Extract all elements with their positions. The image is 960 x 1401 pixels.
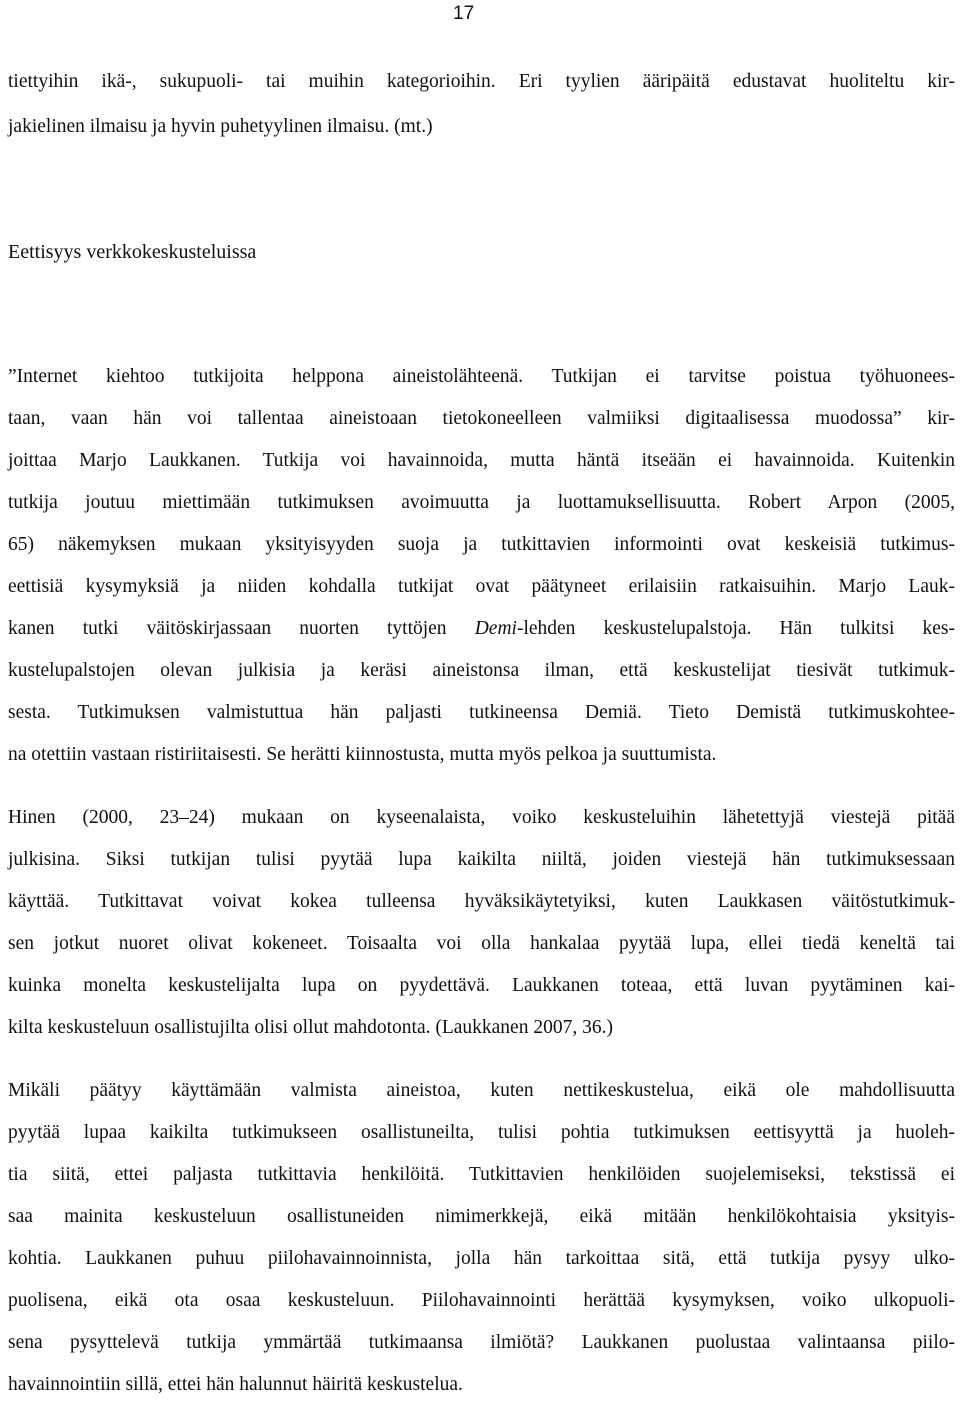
section-heading: Eettisyys verkkokeskusteluissa (8, 241, 257, 263)
text-line: na otettiin vastaan ristiriitaisesti. Se herätti kiinnostusta, mutta myös pelkoa ja suuttumista. (8, 744, 717, 765)
text-line: käyttää. Tutkittavat voivat kokea tulleensa hyväksikäytetyiksi, kuten Laukkasen väitöstutkimuk- (8, 891, 955, 912)
text-line: kohtia. Laukkanen puhuu piilohavainnoinnista, jolla hän tarkoittaa sitä, että tutkija pysyy ulko- (8, 1248, 955, 1269)
text-line: kustelupalstojen olevan julkisia ja keräsi aineistonsa ilman, että keskustelijat tiesivät tutkimuk- (8, 660, 955, 681)
text-line (8, 617, 955, 641)
text-line: ”Internet kiehtoo tutkijoita helppona aineistolähteenä. Tutkijan ei tarvitse poistua työhuonees- (8, 366, 955, 387)
text-line: sen jotkut nuoret olivat kokeneet. Toisaalta voi olla hankalaa pyytää lupa, ellei tiedä keneltä tai (8, 933, 955, 954)
text-line: tutkija joutuu miettimään tutkimuksen avoimuutta ja luottamuksellisuutta. Robert Arpon (2005, (8, 492, 955, 513)
text-line: pyytää lupaa kaikilta tutkimukseen osallistuneilta, tulisi pohtia tutkimuksen eettisyyttä ja huoleh- (8, 1122, 955, 1143)
text-line: tia siitä, ettei paljasta tutkittavia henkilöitä. Tutkittavien henkilöiden suojelemiseksi, tekstissä ei (8, 1164, 955, 1185)
text-line: Mikäli päätyy käyttämään valmista aineistoa, kuten nettikeskustelua, eikä ole mahdollisuutta (8, 1080, 955, 1101)
text-line: saa mainita keskusteluun osallistuneiden nimimerkkejä, eikä mitään henkilökohtaisia yksityis- (8, 1206, 955, 1227)
text-line: havainnointiin sillä, ettei hän halunnut häiritä keskustelua. (8, 1374, 463, 1395)
text-line: taan, vaan hän voi tallentaa aineistoaan tietokoneelleen valmiiksi digitaalisessa muodossa” kir- (8, 408, 955, 429)
text-fragment: -lehden keskustelupalstoja. Hän tulkitsi kes- (516, 618, 955, 639)
text-line: joittaa Marjo Laukkanen. Tutkija voi havainnoida, mutta häntä itseään ei havainnoida. Kuitenkin (8, 450, 955, 471)
text-line: puolisena, eikä ota osaa keskusteluun. Piilohavainnointi herättää kysymyksen, voiko ulkopuoli- (8, 1290, 955, 1311)
text-line: Hinen (2000, 23–24) mukaan on kyseenalaista, voiko keskusteluihin lähetettyjä viestejä pitää (8, 807, 955, 828)
text-fragment: kanen tutki väitöskirjassaan nuorten tyttöjen (8, 618, 475, 639)
text-line: jakielinen ilmaisu ja hyvin puhetyylinen ilmaisu. (mt.) (8, 116, 433, 137)
text-line: sena pysyttelevä tutkija ymmärtää tutkimaansa ilmiötä? Laukkanen puolustaa valintaansa piilo- (8, 1332, 955, 1353)
page-number: 17 (453, 3, 475, 24)
text-line: kuinka monelta keskustelijalta lupa on pyydettävä. Laukkanen toteaa, että luvan pyytäminen kai- (8, 975, 955, 996)
text-line: eettisiä kysymyksiä ja niiden kohdalla tutkijat ovat päätyneet erilaisiin ratkaisuihin. Marjo Lauk- (8, 576, 955, 597)
text-line: sesta. Tutkimuksen valmistuttua hän paljasti tutkineensa Demiä. Tieto Demistä tutkimuskohtee- (8, 702, 955, 723)
text-line: 65) näkemyksen mukaan yksityisyyden suoja ja tutkittavien informointi ovat keskeisiä tutkimus- (8, 534, 955, 555)
text-line: kilta keskusteluun osallistujilta olisi ollut mahdotonta. (Laukkanen 2007, 36.) (8, 1017, 613, 1038)
magazine-title: Demi (474, 618, 517, 639)
text-line: julkisina. Siksi tutkijan tulisi pyytää lupa kaikilta niiltä, joiden viestejä hän tutkimuksessaan (8, 849, 955, 870)
text-line: tiettyihin ikä-, sukupuoli- tai muihin kategorioihin. Eri tyylien ääripäitä edustavat huoliteltu kir- (8, 71, 955, 92)
